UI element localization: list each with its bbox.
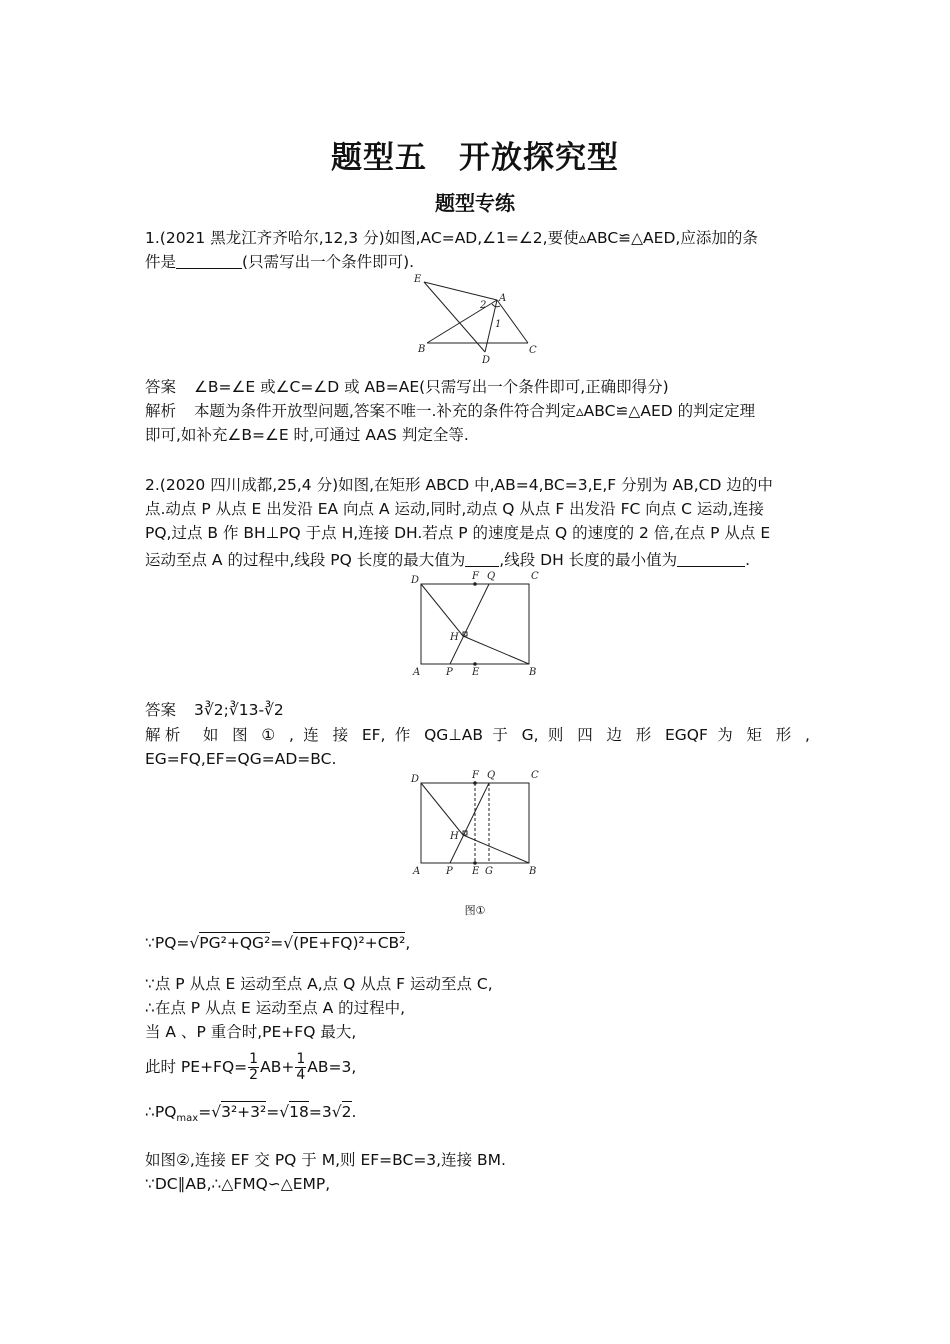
q2-figure — [405, 570, 550, 680]
q2-point-f — [473, 582, 477, 586]
q1-answer-label: 答案 — [145, 378, 177, 396]
q2-label-a: A — [413, 667, 421, 678]
q2f1-label-p: P — [446, 866, 453, 877]
q2-step5-frac2-den: 4 — [296, 1067, 306, 1083]
q2-seg-pq — [450, 584, 489, 664]
q2-text-line4-a: 运动至点 A 的过程中,线段 PQ 长度的最大值为 — [145, 551, 466, 569]
q2-step6-sub: max — [176, 1113, 199, 1125]
q2-label-c: C — [531, 571, 539, 582]
q1-label-e: E — [414, 274, 422, 285]
q1-text-line2-end: (只需写出一个条件即可). — [242, 253, 415, 271]
q2-label-b: B — [529, 667, 537, 678]
q2-step2: ∵点 P 从点 E 运动至点 A,点 Q 从点 F 运动至点 C, — [145, 975, 493, 993]
q2-step4: 当 A 、P 重合时,PE+FQ 最大, — [145, 1023, 357, 1041]
q2-step6-e: . — [351, 1103, 357, 1121]
q2-label-p: P — [446, 667, 453, 678]
q2f1-label-h: H — [450, 831, 459, 842]
q2-step5-frac1-den: 2 — [249, 1067, 259, 1083]
q2-blank-1 — [465, 550, 499, 567]
q2f1-label-e: E — [472, 866, 480, 877]
q2-step5-a: 此时 PE+FQ= — [145, 1058, 248, 1076]
q2f1-seg-dh — [421, 783, 463, 835]
q1-seg-ab — [427, 300, 497, 343]
q2-step6-b: = — [198, 1103, 212, 1121]
q2-label-q: Q — [487, 571, 496, 582]
q2-step6-c: = — [266, 1103, 280, 1121]
q2-seg-hb — [463, 636, 529, 664]
q2-step1-mid: = — [270, 934, 284, 952]
q2-answer-line — [145, 698, 810, 722]
q1-answer-line — [145, 375, 810, 399]
q2-text-line2: 点.动点 P 从点 E 出发沿 EA 向点 A 运动,同时,动点 Q 从点 F 出发沿 FC 向点 C 运动,连接 — [145, 500, 764, 518]
q1-label-angle1: 1 — [495, 319, 502, 330]
q1-seg-ed — [424, 282, 485, 352]
page-title: 题型五 开放探究型 — [331, 140, 619, 176]
q2-step8: ∵DC∥AB,∴△FMQ∽△EMP, — [145, 1175, 331, 1193]
q2-step5 — [145, 1050, 810, 1084]
q2-analysis-label: 解析 — [145, 726, 185, 744]
q2-step6: $\therefore PQ_{max}=√3^2+3^2=√18=3√2$. — [145, 1103, 357, 1125]
q1-analysis-text1: 本题为条件开放型问题,答案不唯一.补充的条件符合判定▵ABC≌△AED 的判定定理 — [194, 402, 756, 420]
q2-step1-left: ∵PQ= — [145, 934, 190, 952]
q2-step1-radicand2: (PE+FQ)²+CB² — [293, 934, 406, 952]
q1-seg-ac — [497, 300, 528, 343]
q1-label-a: A — [499, 293, 507, 304]
q2-text-line3: PQ,过点 B 作 BH⊥PQ 于点 H,连接 DH.若点 P 的速度是点 Q 的速度的 2 倍,在点 P 从点 E — [145, 524, 771, 542]
q2f1-label-q: Q — [487, 770, 496, 781]
q1-text-line1: 1.(2021 黑龙江齐齐哈尔,12,3 分)如图,AC=AD,∠1=∠2,要使▵ABC≌△AED,应添加的条 — [145, 229, 758, 247]
q2-text-line4-b: ,线段 DH 长度的最小值为 — [499, 551, 678, 569]
q2f1-label-b: B — [529, 866, 537, 877]
q1-figure — [410, 270, 545, 370]
q2-step6-d: =3 — [308, 1103, 332, 1121]
q2-figure-1 — [405, 765, 550, 880]
q1-answer: ∠B=∠E 或∠C=∠D 或 AB=AE(只需写出一个条件即可,正确即得分) — [194, 378, 669, 396]
q2-analysis-line2: EG=FQ,EF=QG=AD=BC. — [145, 750, 337, 768]
q2f1-label-g: G — [485, 866, 493, 877]
q1-analysis-line2: 即可,如补充∠B=∠E 时,可通过 AAS 判定全等. — [145, 426, 469, 444]
q1-label-angle2: 2 — [480, 300, 487, 311]
q1-label-d: D — [482, 355, 491, 366]
q2-seg-dh — [421, 584, 463, 636]
q2f1-point-f — [473, 781, 477, 785]
q2-analysis-text1: 如 图 ① , 连 接 EF, 作 QG⊥AB 于 G, 则 四 边 形 EGQF 为 矩 形 , — [202, 726, 810, 744]
section-subtitle: 题型专练 — [435, 191, 515, 215]
q2f1-label-f: F — [472, 770, 479, 781]
q2-text-line1: 2.(2020 四川成都,25,4 分)如图,在矩形 ABCD 中,AB=4,BC=3,E,F 分别为 AB,CD 边的中 — [145, 476, 773, 494]
q2-label-f: F — [472, 571, 479, 582]
q2-step1-radicand1: PG²+QG² — [199, 934, 271, 952]
q2-step6-radicand2: 18 — [289, 1103, 309, 1121]
q2-step3: ∴在点 P 从点 E 运动至点 A 的过程中, — [145, 999, 406, 1017]
q2f1-point-e — [473, 861, 477, 865]
q1-text-line2-start: 件是 — [145, 253, 177, 271]
q2-text-line4-c: . — [745, 551, 751, 569]
q2-step6-radicand3: 2 — [341, 1103, 352, 1121]
q2-answer: 3∛2;∛13-∛2 — [194, 701, 284, 719]
q2-step5-frac1 — [248, 1052, 259, 1083]
figure-1-caption: 图① — [464, 904, 486, 917]
q2-step1: ∵PQ=√PG²+QG²=√(PE+FQ)²+CB², — [145, 934, 411, 952]
q2-step5-frac2 — [295, 1052, 306, 1083]
q1-seg-ea — [424, 282, 497, 300]
q2-rect-abcd — [421, 584, 529, 664]
q2-point-e — [473, 662, 477, 666]
q2-blank-2 — [677, 550, 745, 567]
q1-analysis-label: 解析 — [145, 402, 177, 420]
q2f1-label-c: C — [531, 770, 539, 781]
q2-analysis-line1 — [145, 723, 810, 747]
q2-step7: 如图②,连接 EF 交 PQ 于 M,则 EF=BC=3,连接 BM. — [145, 1151, 506, 1169]
q2-step5-frac1-num: 1 — [249, 1051, 259, 1067]
q2-step5-frac2-num: 1 — [296, 1051, 306, 1067]
q2f1-seg-hb — [463, 835, 529, 863]
q2f1-label-d: D — [411, 774, 420, 785]
q2-label-h: H — [450, 632, 459, 643]
q2f1-label-a: A — [413, 866, 421, 877]
q2-label-e: E — [472, 667, 480, 678]
q2-text-line4 — [145, 548, 810, 572]
q2-label-d: D — [411, 575, 420, 586]
q2-step5-c: AB=3, — [307, 1058, 357, 1076]
q1-answer-blank — [176, 252, 242, 269]
q2-step6-a: ∴PQ — [145, 1103, 177, 1121]
q1-label-b: B — [418, 344, 426, 355]
q2-step5-b: AB+ — [260, 1058, 295, 1076]
q2-answer-label: 答案 — [145, 701, 177, 719]
q2f1-seg-pq — [450, 783, 489, 863]
q2-step1-end: , — [405, 934, 411, 952]
q1-label-c: C — [529, 345, 537, 356]
q2-step6-radicand1: 3²+3² — [221, 1103, 267, 1121]
q1-analysis-line1 — [145, 399, 810, 423]
